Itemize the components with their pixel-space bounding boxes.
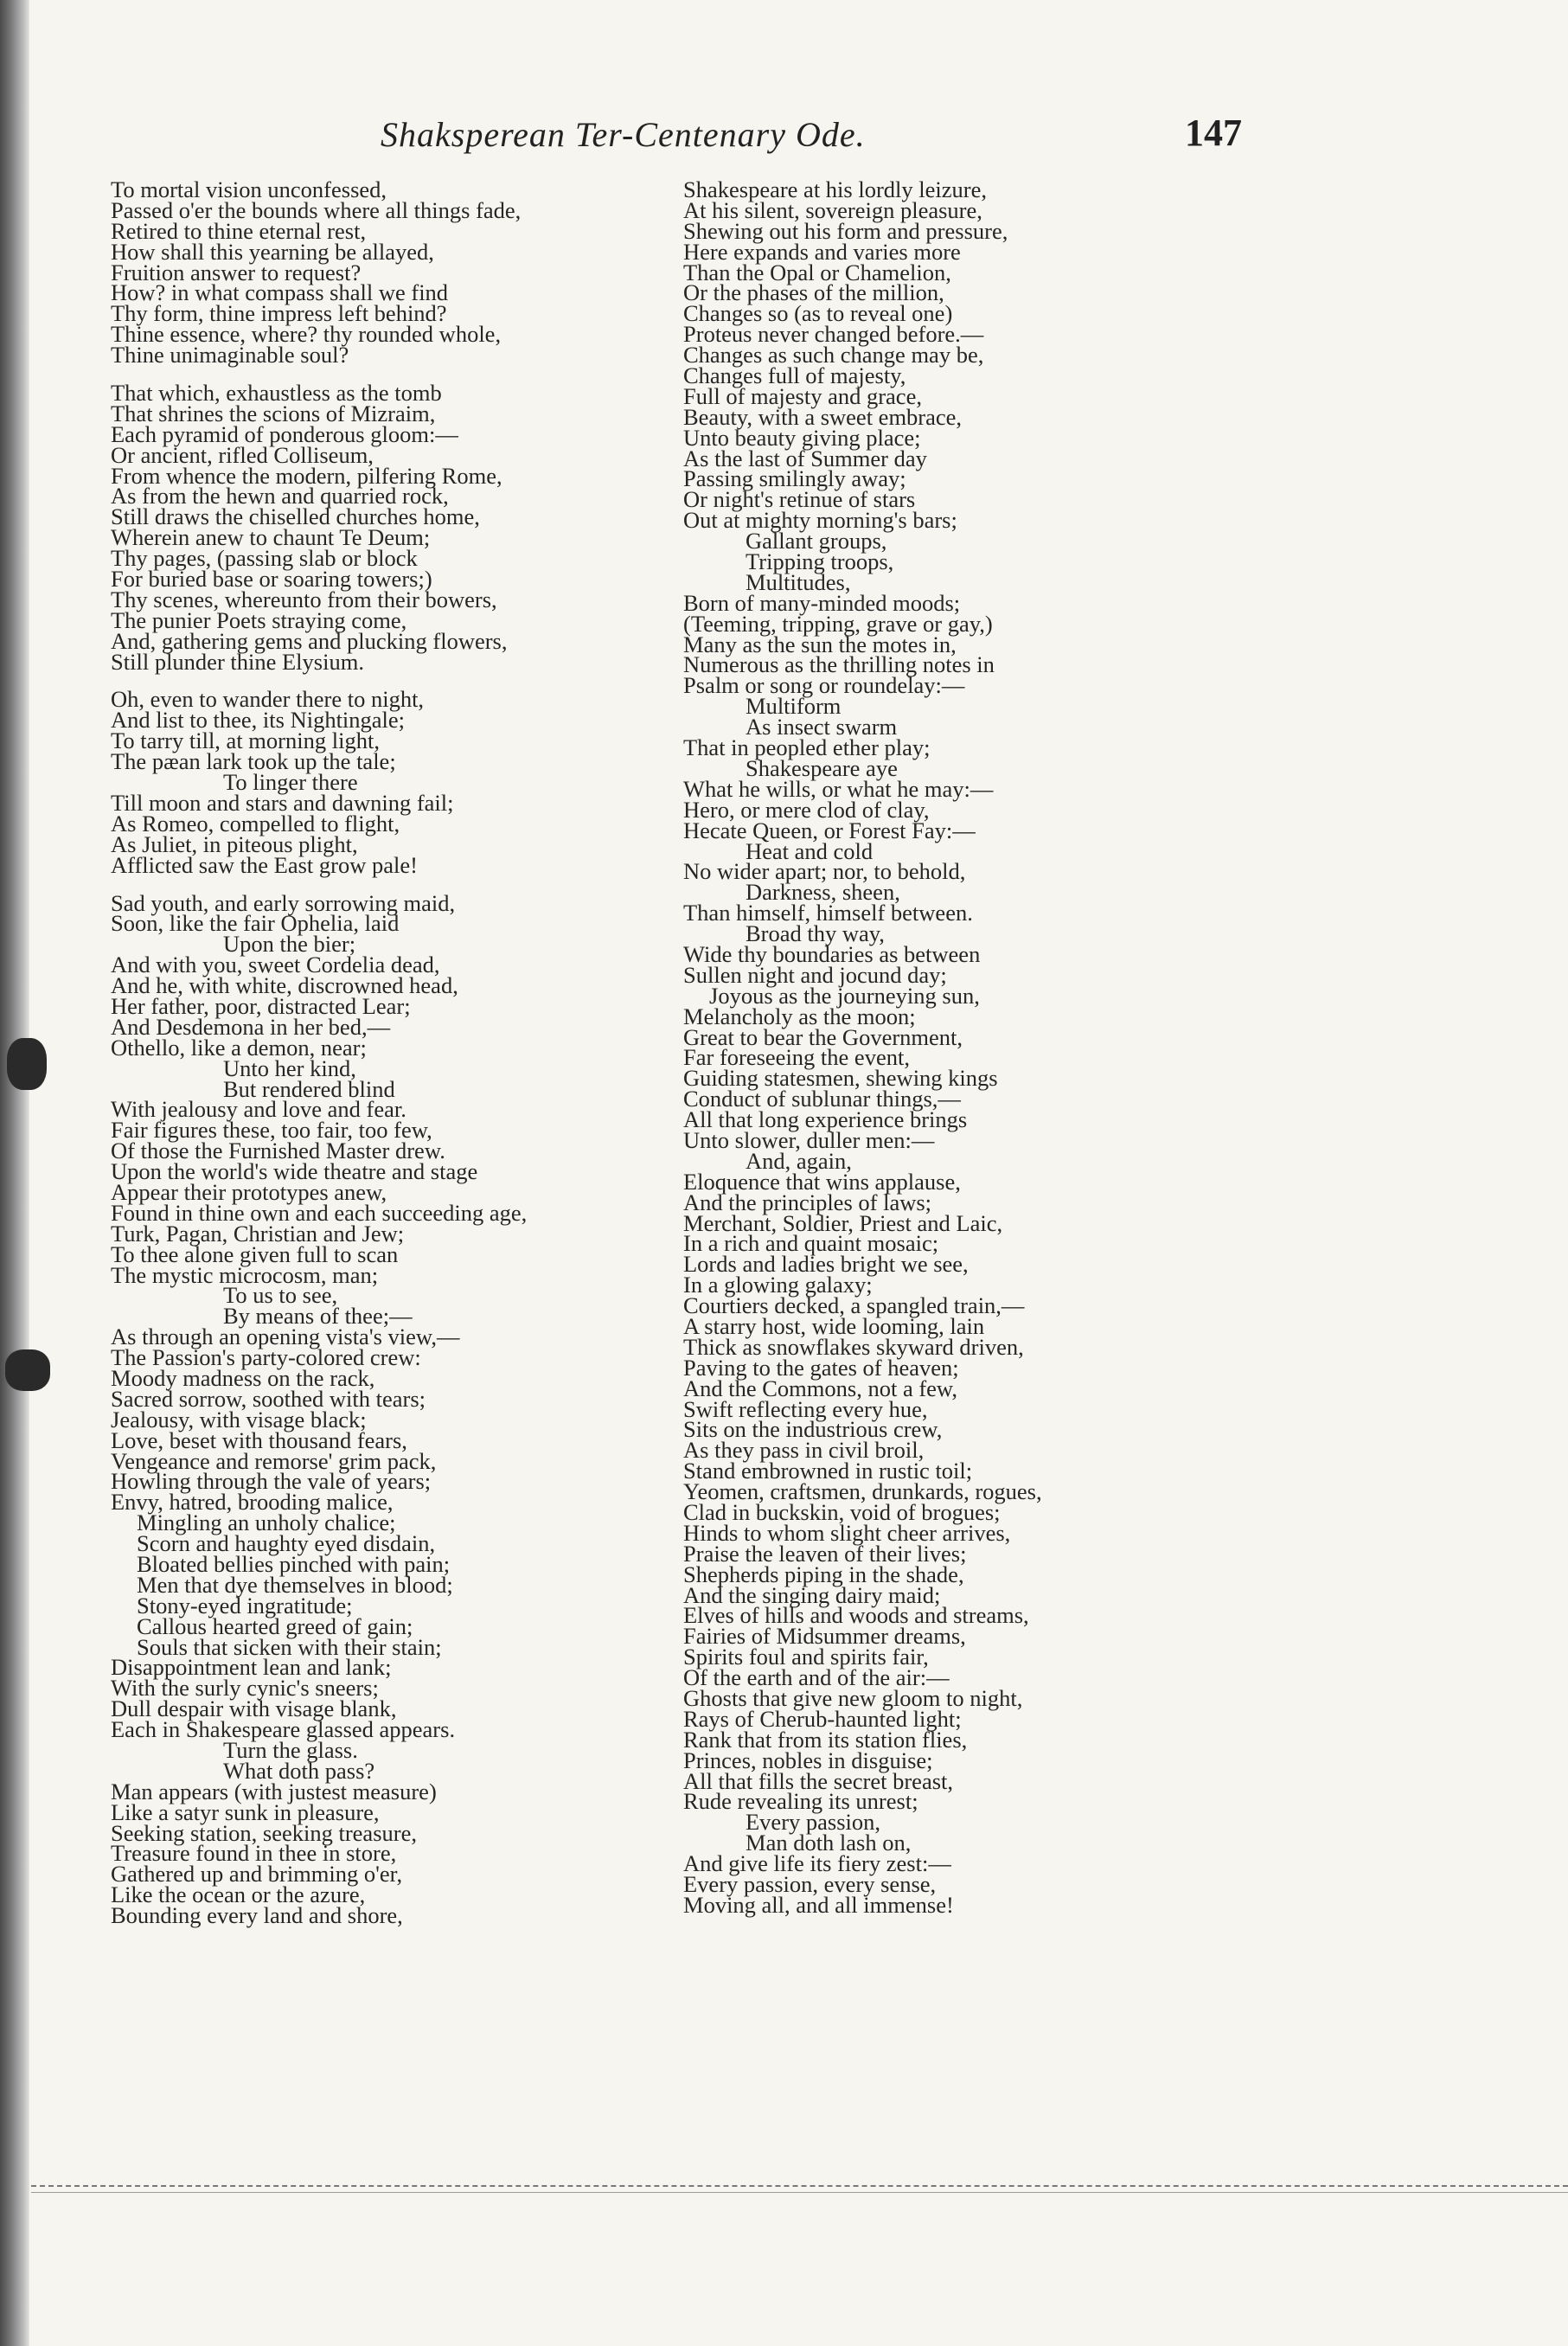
poem-line: Fair figures these, too fair, too few, <box>111 1117 432 1144</box>
poem-line: Rude revealing its unrest; <box>683 1788 918 1815</box>
poem-line: Appear their prototypes anew, <box>111 1178 387 1205</box>
poem-line: Bloated bellies pinched with pain; <box>137 1551 451 1577</box>
poem-line: Great to bear the Government, <box>683 1023 963 1050</box>
poem-line: Oh, even to wander there to night, <box>111 686 425 713</box>
poem-line: Thy pages, (passing slab or block <box>111 545 418 572</box>
poem-line: That which, exhaustless as the tomb <box>111 380 442 407</box>
poem-line: And list to thee, its Nightingale; <box>111 707 406 734</box>
poem-line: Changes so (as to reveal one) <box>683 300 953 327</box>
poem-line: Broad thy way, <box>746 920 885 947</box>
poem-line: Thick as snowflakes skyward driven, <box>683 1333 1024 1360</box>
page-number: 147 <box>1185 112 1242 154</box>
poem-line: Man doth lash on, <box>746 1830 912 1856</box>
poem-line: Souls that sicken with their stain; <box>137 1633 442 1660</box>
poem-line: Still plunder thine Elysium. <box>111 648 364 675</box>
poem-line: And give life its fiery zest:— <box>683 1850 951 1877</box>
poem-line: Wherein anew to chaunt Te Deum; <box>111 524 431 551</box>
poem-column-right <box>683 176 1211 1918</box>
poem-line: Proteus never changed before.— <box>683 321 984 348</box>
running-header: Shaksperean Ter-Centenary Ode. <box>381 115 866 154</box>
poem-line: Yeomen, craftsmen, drunkards, rogues, <box>683 1478 1042 1505</box>
poem-line: And he, with white, discrowned head, <box>111 972 458 999</box>
poem-column-left <box>111 176 707 1929</box>
poem-line: Each pyramid of ponderous gloom:— <box>111 420 458 447</box>
poem-line: Many as the sun the motes in, <box>683 631 957 657</box>
poem-line: Still draws the chiselled churches home, <box>111 503 480 530</box>
poem-line: Till moon and stars and dawning fail; <box>111 789 454 816</box>
poem-line: To mortal vision unconfessed, <box>111 176 387 202</box>
poem-line: Here expands and varies more <box>683 238 961 265</box>
poem-line: Man appears (with justest measure) <box>111 1778 437 1804</box>
poem-line: Thy scenes, whereunto from their bowers, <box>111 586 497 612</box>
poem-line: With jealousy and love and fear. <box>111 1096 406 1123</box>
poem-line: Seeking station, seeking treasure, <box>111 1819 417 1846</box>
poem-line: Sad youth, and early sorrowing maid, <box>111 889 456 916</box>
poem-line: Treasure found in thee in store, <box>111 1840 397 1867</box>
poem-line: Every passion, <box>746 1809 881 1836</box>
poem-line: That shrines the scions of Mizraim, <box>111 400 436 426</box>
poem-line: Born of many-minded moods; <box>683 589 961 616</box>
poem-line: Like the ocean or the azure, <box>111 1881 366 1908</box>
poem-line: As they pass in civil broil, <box>683 1437 925 1464</box>
poem-line: In a rich and quaint mosaic; <box>683 1230 939 1257</box>
poem-line: Melancholy as the moon; <box>683 1003 916 1029</box>
poem-line: Praise the leaven of their lives; <box>683 1540 967 1567</box>
poem-line: Love, beset with thousand fears, <box>111 1426 407 1453</box>
poem-line: What he wills, or what he may:— <box>683 775 994 802</box>
footer-rule-solid <box>31 2192 1568 2193</box>
poem-line: Hero, or mere clod of clay, <box>683 796 930 823</box>
ink-blot <box>7 1038 47 1090</box>
poem-line: Multiform <box>746 693 842 720</box>
poem-line: Her father, poor, distracted Lear; <box>111 992 411 1019</box>
poem-line: As the last of Summer day <box>683 445 927 471</box>
poem-line: And the Commons, not a few, <box>683 1375 957 1401</box>
poem-line: Numerous as the thrilling notes in <box>683 651 995 678</box>
poem-line: Men that dye themselves in blood; <box>137 1571 453 1598</box>
poem-line: And, gathering gems and plucking flowers, <box>111 627 508 654</box>
poem-line: Gallant groups, <box>746 528 887 554</box>
poem-line: Stony-eyed ingratitude; <box>137 1592 353 1618</box>
poem-line: Of the earth and of the air:— <box>683 1664 950 1691</box>
footer-rule <box>31 2185 1568 2187</box>
poem-line: Rank that from its station flies, <box>683 1726 968 1753</box>
poem-line: Fruition answer to request? <box>111 259 362 285</box>
poem-line: Joyous as the journeying sun, <box>709 982 980 1009</box>
poem-line: Moving all, and all immense! <box>683 1891 954 1918</box>
poem-line: Merchant, Soldier, Priest and Laic, <box>683 1209 1003 1236</box>
poem-line: That in peopled ether play; <box>683 734 931 761</box>
poem-line: Soon, like the fair Ophelia, laid <box>111 910 400 937</box>
poem-line: Or the phases of the million, <box>683 279 944 306</box>
poem-line: How? in what compass shall we find <box>111 279 449 306</box>
poem-line: Sacred sorrow, soothed with tears; <box>111 1385 426 1412</box>
poem-line: Princes, nobles in disguise; <box>683 1747 933 1773</box>
poem-line: Shewing out his form and pressure, <box>683 217 1008 244</box>
poem-line: And the principles of laws; <box>683 1189 932 1215</box>
poem-line: Jealousy, with visage black; <box>111 1406 367 1433</box>
poem-line: Swift reflecting every hue, <box>683 1395 928 1422</box>
poem-line: Afflicted saw the East grow pale! <box>111 851 418 878</box>
poem-line: Callous hearted greed of gain; <box>137 1612 413 1639</box>
poem-line: Changes as such change may be, <box>683 342 984 369</box>
poem-line: Like a satyr sunk in pleasure, <box>111 1798 380 1825</box>
poem-line: Wide thy boundaries as between <box>683 940 981 967</box>
poem-line: And, again, <box>746 1147 852 1174</box>
poem-line: Found in thine own and each succeeding age, <box>111 1199 528 1226</box>
poem-line: Psalm or song or roundelay:— <box>683 672 965 699</box>
poem-line: Courtiers decked, a spangled train,— <box>683 1292 1025 1319</box>
poem-line: Sits on the industrious crew, <box>683 1416 943 1443</box>
poem-line: Eloquence that wins applause, <box>683 1168 961 1195</box>
poem-line: Lords and ladies bright we see, <box>683 1251 969 1278</box>
poem-line: In a glowing galaxy; <box>683 1272 873 1298</box>
poem-line: From whence the modern, pilfering Rome, <box>111 462 502 489</box>
poem-line: But rendered blind <box>223 1075 395 1102</box>
poem-line: Unto slower, duller men:— <box>683 1126 935 1153</box>
poem-line: Scorn and haughty eyed disdain, <box>137 1530 436 1557</box>
poem-line: Thy form, thine impress left behind? <box>111 300 447 327</box>
poem-line: At his silent, sovereign pleasure, <box>683 196 982 223</box>
poem-line: To thee alone given full to scan <box>111 1240 399 1267</box>
poem-line: Envy, hatred, brooding malice, <box>111 1489 394 1516</box>
poem-line: The Passion's party-colored crew: <box>111 1344 421 1371</box>
poem-line: As Romeo, compelled to flight, <box>111 810 400 836</box>
poem-line: Howling through the vale of years; <box>111 1468 432 1495</box>
poem-line: Darkness, sheen, <box>746 879 900 906</box>
poem-line: As insect swarm <box>746 714 898 740</box>
poem-line: Clad in buckskin, void of brogues; <box>683 1499 1001 1525</box>
poem-line: Shakespeare at his lordly leizure, <box>683 176 987 202</box>
poem-line: Of those the Furnished Master drew. <box>111 1138 445 1164</box>
poem-line: With the surly cynic's sneers; <box>111 1675 379 1702</box>
poem-line: Than himself, himself between. <box>683 900 973 926</box>
poem-line: Changes full of majesty, <box>683 362 906 389</box>
poem-line: Shepherds piping in the shade, <box>683 1561 964 1587</box>
poem-line: Disappointment lean and lank; <box>111 1654 392 1681</box>
poem-line: Passed o'er the bounds where all things fade, <box>111 196 522 223</box>
ink-blot <box>5 1349 50 1391</box>
poem-line: Dull despair with visage blank, <box>111 1695 397 1722</box>
poem-line: How shall this yearning be allayed, <box>111 238 434 265</box>
poem-line: Unto her kind, <box>223 1054 356 1081</box>
poem-line: Every passion, every sense, <box>683 1871 937 1898</box>
poem-line: As through an opening vista's view,— <box>111 1324 460 1350</box>
poem-line: Guiding statesmen, shewing kings <box>683 1065 998 1092</box>
poem-line: The punier Poets straying come, <box>111 606 407 633</box>
poem-line: All that long experience brings <box>683 1106 968 1133</box>
poem-line: Or night's retinue of stars <box>683 486 916 513</box>
poem-line: The mystic microcosm, man; <box>111 1261 379 1288</box>
poem-line: Upon the bier; <box>223 931 356 958</box>
poem-line: Ghosts that give new gloom to night, <box>683 1685 1023 1712</box>
poem-line: Tripping troops, <box>746 548 894 575</box>
poem-line: All that fills the secret breast, <box>683 1767 954 1794</box>
poem-line: Retired to thine eternal rest, <box>111 217 367 244</box>
poem-line: Spirits foul and spirits fair, <box>683 1644 929 1670</box>
poem-line: Hinds to whom slight cheer arrives, <box>683 1519 1011 1546</box>
poem-line: And with you, sweet Cordelia dead, <box>111 952 440 978</box>
poem-line: Rays of Cherub-haunted light; <box>683 1705 962 1732</box>
poem-line: As Juliet, in piteous plight, <box>111 830 358 857</box>
poem-line: A starry host, wide looming, lain <box>683 1312 985 1339</box>
poem-line: Turn the glass. <box>223 1737 358 1764</box>
poem-line: Or ancient, rifled Colliseum, <box>111 441 374 468</box>
poem-line: Than the Opal or Chamelion, <box>683 259 951 285</box>
poem-line: Bounding every land and shore, <box>111 1902 403 1929</box>
poem-line: Passing smilingly away; <box>683 465 906 492</box>
poem-line: To linger there <box>223 769 358 796</box>
poem-line: Each in Shakespeare glassed appears. <box>111 1716 456 1743</box>
poem-line: (Teeming, tripping, grave or gay,) <box>683 610 993 637</box>
poem-line: And Desdemona in her bed,— <box>111 1013 391 1040</box>
poem-line: To us to see, <box>223 1282 338 1309</box>
poem-line: Sullen night and jocund day; <box>683 961 947 988</box>
poem-line: Othello, like a demon, near; <box>111 1034 367 1061</box>
poem-line: Conduct of sublunar things,— <box>683 1086 961 1112</box>
poem-line: Out at mighty morning's bars; <box>683 507 957 534</box>
poem-line: Heat and cold <box>746 837 874 864</box>
poem-line: Paving to the gates of heaven; <box>683 1354 959 1381</box>
poem-line: Gathered up and brimming o'er, <box>111 1861 403 1888</box>
poem-line: Fairies of Midsummer dreams, <box>683 1623 966 1650</box>
poem-line: Mingling an unholy chalice; <box>137 1510 396 1536</box>
book-binding-edge <box>0 0 29 2346</box>
poem-line: No wider apart; nor, to behold, <box>683 858 966 885</box>
poem-line: The pæan lark took up the tale; <box>111 748 396 775</box>
poem-line: Beauty, with a sweet embrace, <box>683 403 963 430</box>
poem-line: Far foreseeing the event, <box>683 1044 910 1071</box>
poem-line: By means of thee;— <box>223 1303 413 1330</box>
poem-line: Upon the world's wide theatre and stage <box>111 1158 478 1185</box>
poem-line: Thine unimaginable soul? <box>111 342 349 369</box>
poem-line: Full of majesty and grace, <box>683 382 922 409</box>
poem-line: Turk, Pagan, Christian and Jew; <box>111 1220 405 1247</box>
poem-line: For buried base or soaring towers;) <box>111 566 432 593</box>
poem-line: And the singing dairy maid; <box>683 1581 941 1608</box>
poem-line: What doth pass? <box>223 1757 375 1784</box>
poem-line: Shakespeare aye <box>746 754 898 781</box>
poem-line: Moody madness on the rack, <box>111 1364 375 1391</box>
poem-line: To tarry till, at morning light, <box>111 728 380 754</box>
poem-line: Hecate Queen, or Forest Fay:— <box>683 817 976 843</box>
poem-line: Unto beauty giving place; <box>683 424 921 451</box>
poem-line: Vengeance and remorse' grim pack, <box>111 1447 437 1474</box>
poem-line: Multitudes, <box>746 568 851 595</box>
poem-line: Stand embrowned in rustic toil; <box>683 1458 973 1484</box>
poem-line: Elves of hills and woods and streams, <box>683 1602 1029 1629</box>
poem-line: Thine essence, where? thy rounded whole, <box>111 321 502 348</box>
poem-line: As from the hewn and quarried rock, <box>111 483 449 510</box>
